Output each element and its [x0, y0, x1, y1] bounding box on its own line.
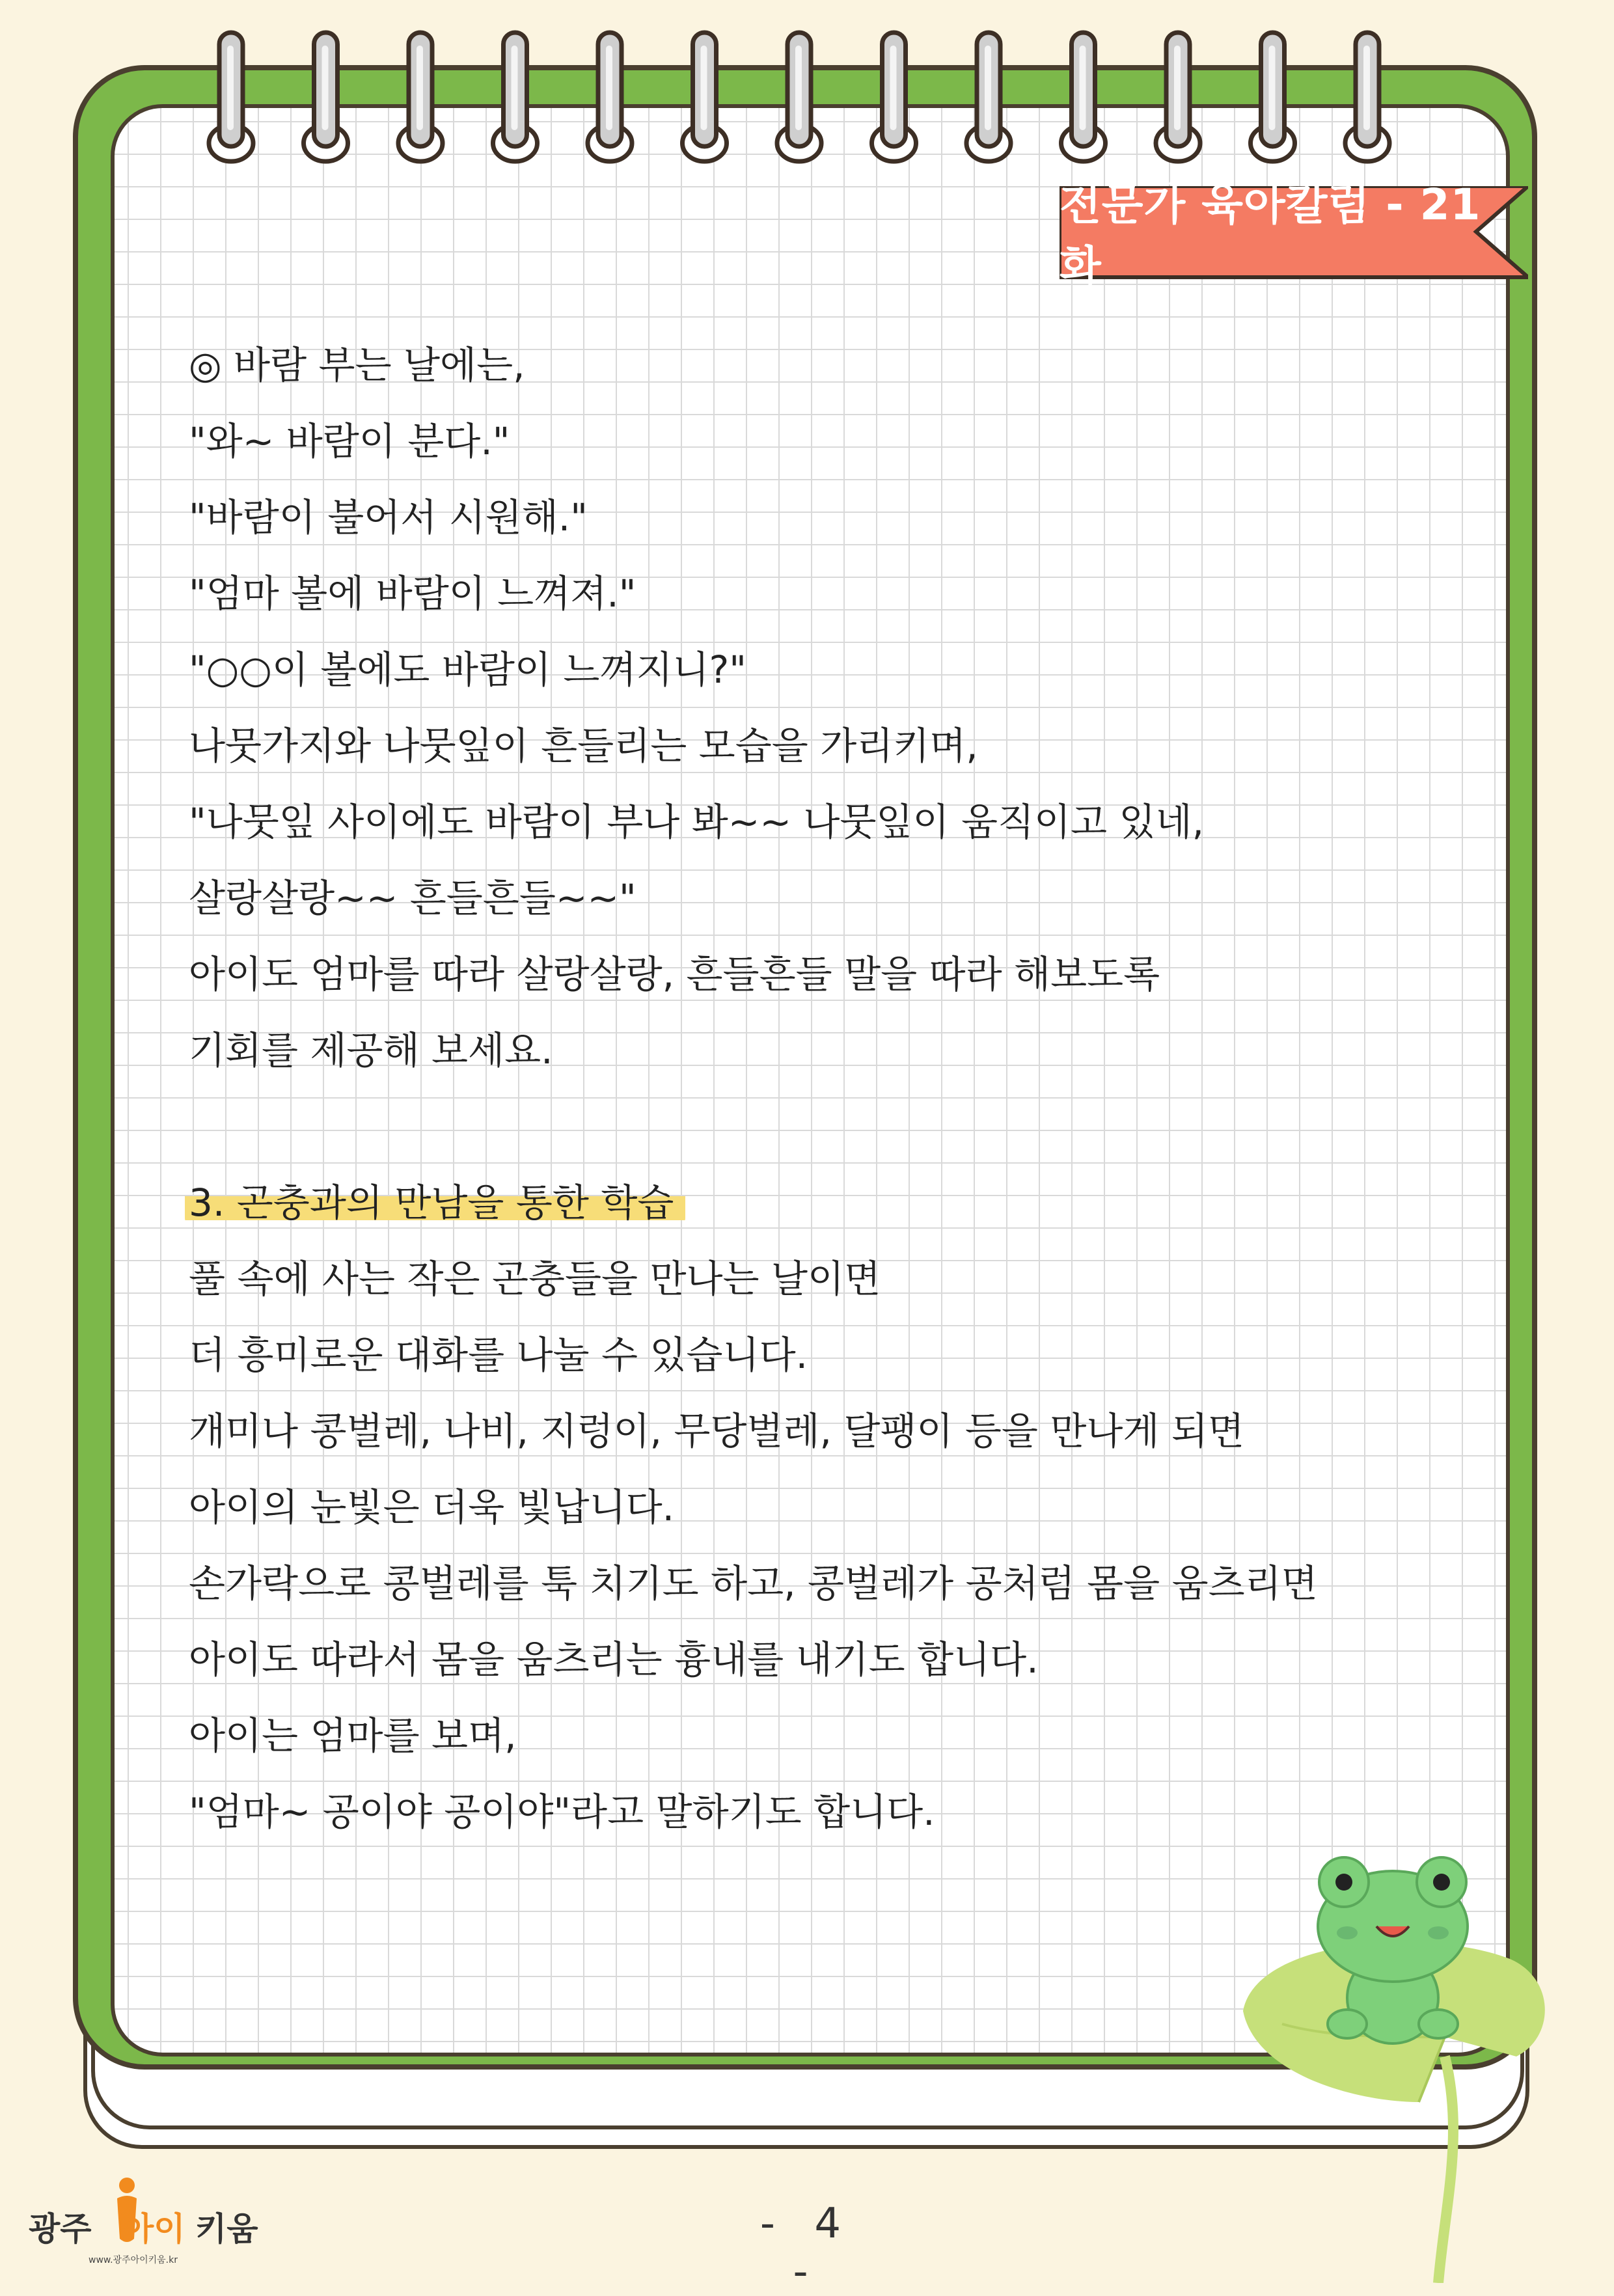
paragraph-line: "○○이 볼에도 바람이 느껴지니?": [189, 648, 746, 692]
blank-line: [189, 1089, 1458, 1165]
spiral-ring-icon: [304, 33, 348, 161]
section-heading-text: 3. 곤충과의 만남을 통한 학습: [185, 1181, 685, 1225]
logo-text-ai: 아이: [122, 2210, 185, 2248]
spiral-ring-icon: [966, 33, 1011, 161]
paragraph-line: 더 흥미로운 대화를 나눌 수 있습니다.: [189, 1333, 808, 1377]
spiral-rings: [0, 20, 1614, 176]
paragraph-line: 아이도 따라서 몸을 움츠리는 흉내를 내기도 합니다.: [189, 1637, 1039, 1682]
paragraph-line: 아이는 엄마를 보며,: [189, 1714, 517, 1758]
paragraph-line: 개미나 콩벌레, 나비, 지렁이, 무당벌레, 달팽이 등을 만나게 되면: [189, 1409, 1244, 1453]
article-body: [189, 327, 1458, 1850]
paragraph-line: ◎ 바람 부는 날에는,: [189, 343, 525, 387]
column-title: 전문가 육아칼럼 - 21화: [1060, 180, 1481, 292]
section-heading: [189, 1165, 1458, 1241]
spiral-ring-icon: [777, 33, 821, 161]
spiral-ring-icon: [683, 33, 727, 161]
paragraph-line: 풀 속에 사는 작은 곤충들을 만나는 날이면: [189, 1257, 881, 1301]
logo-text-gwangju: 광주: [29, 2210, 92, 2248]
spiral-ring-icon: [1251, 33, 1295, 161]
paragraph-line: 나뭇가지와 나뭇잎이 흔들리는 모습을 가리키며,: [189, 724, 978, 768]
paragraph-line: "나뭇잎 사이에도 바람이 부나 봐~~ 나뭇잎이 움직이고 있네,: [189, 800, 1205, 844]
paragraph-line: 기회를 제공해 보세요.: [189, 1028, 553, 1073]
paragraph-line: 살랑살랑~~ 흔들흔들~~": [189, 876, 636, 920]
spiral-ring-icon: [872, 33, 916, 161]
spiral-ring-icon: [1345, 33, 1389, 161]
spiral-ring-icon: [493, 33, 538, 161]
frog-on-lily-pad-icon: [1230, 1842, 1568, 2283]
spiral-ring-icon: [209, 33, 253, 161]
spiral-ring-icon: [398, 33, 443, 161]
spiral-ring-icon: [1061, 33, 1106, 161]
paragraph-line: "바람이 불어서 시원해.": [189, 495, 588, 540]
spiral-ring-icon: [588, 33, 632, 161]
paragraph-line: "엄마~ 공이야 공이야"라고 말하기도 합니다.: [189, 1790, 935, 1834]
paragraph-line: "엄마 볼에 바람이 느껴져.": [189, 571, 636, 616]
logo-text-kium: 키움: [195, 2210, 258, 2248]
paragraph-line: 손가락으로 콩벌레를 툭 치기도 하고, 콩벌레가 공처럼 몸을 움츠리면: [189, 1561, 1318, 1606]
paragraph-line: 아이의 눈빛은 더욱 빛납니다.: [189, 1485, 675, 1529]
paragraph-line: "와~ 바람이 분다.": [189, 419, 510, 463]
paragraph-line: 아이도 엄마를 따라 살랑살랑, 흔들흔들 말을 따라 해보도록: [189, 952, 1160, 996]
page-number: - 4 -: [759, 2200, 855, 2296]
logo-url: www.광주아이키움.kr: [89, 2255, 178, 2265]
spiral-ring-icon: [1156, 33, 1200, 161]
